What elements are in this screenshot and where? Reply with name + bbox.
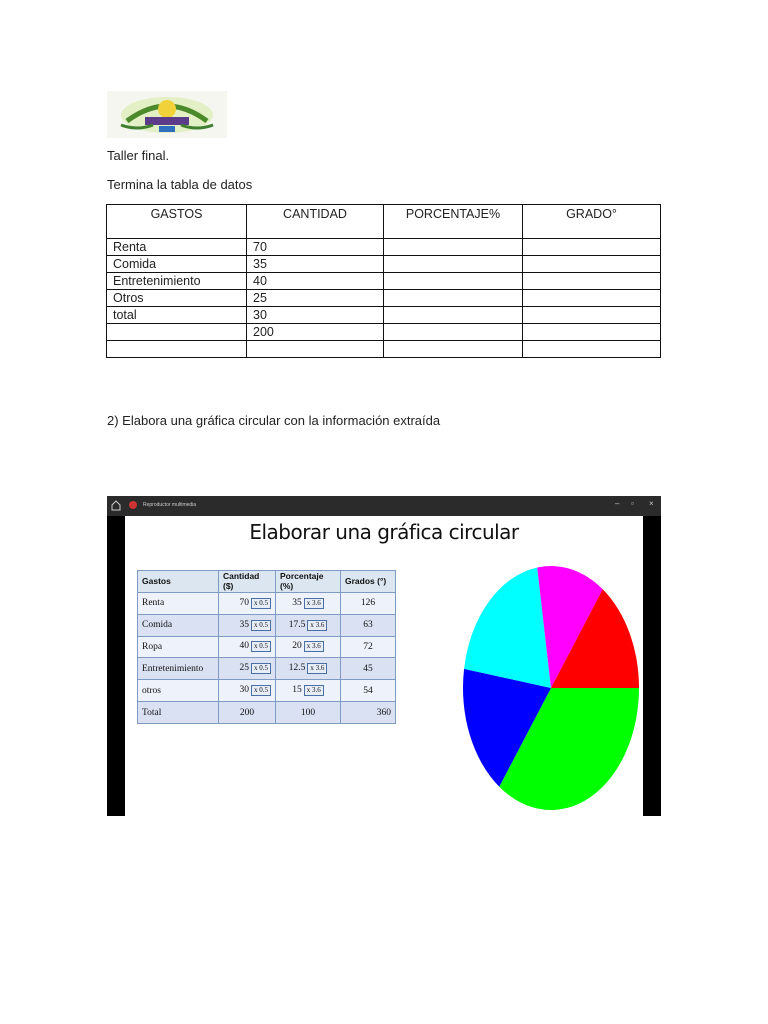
multiplier-tag: x 0.5 [251,641,271,652]
cell[interactable] [107,341,247,358]
cell: 200 [247,324,384,341]
cell: 200 [219,702,276,724]
table-row [138,658,396,680]
table-row-total [138,702,396,724]
table-row [107,290,661,307]
cell[interactable] [523,273,661,290]
cell: Entretenimiento [138,658,219,680]
cell: 126 [341,592,396,614]
cell[interactable] [384,239,523,256]
cell: Renta [107,239,247,256]
pie-slice-ropa [464,568,551,688]
data-table [106,204,661,358]
table-row [138,680,396,702]
embedded-video-screenshot [107,496,661,816]
cell: 25 [247,290,384,307]
multiplier-tag: x 0.5 [251,685,271,696]
cell [276,658,341,680]
cell[interactable] [523,324,661,341]
table-row [107,324,661,341]
cell [107,324,247,341]
cell: Comida [107,256,247,273]
cell: 40 [247,273,384,290]
cell[interactable] [384,324,523,341]
cell: Renta [138,592,219,614]
cell: Comida [138,614,219,636]
table-row [107,239,661,256]
slide-table [137,570,396,724]
multiplier-tag: x 0.5 [251,620,271,631]
slide-content [125,516,643,816]
cell [276,592,341,614]
media-player-titlebar [107,496,661,516]
col-header-porcentaje: PORCENTAJE% [384,205,523,239]
cell[interactable] [523,307,661,324]
cell-value: 12.5 [288,663,306,674]
slide-header-grados: Grados (°) [341,571,396,593]
table-row [107,256,661,273]
cell [219,592,276,614]
col-header-cantidad: CANTIDAD [247,205,384,239]
table-row [138,614,396,636]
cell[interactable] [523,341,661,358]
cell[interactable] [384,307,523,324]
table-row [107,307,661,324]
cell-value: 20 [292,641,302,652]
cell[interactable] [247,341,384,358]
worksheet-instruction: Termina la tabla de datos [107,177,253,192]
pie-chart [463,564,643,814]
cell: Otros [107,290,247,307]
multiplier-tag: x 0.5 [251,663,271,674]
cell: Entretenimiento [107,273,247,290]
multiplier-tag: x 3.6 [307,620,327,631]
cell: 72 [341,636,396,658]
worksheet-title: Taller final. [107,148,170,163]
multiplier-tag: x 3.6 [307,663,327,674]
close-icon[interactable]: × [649,499,654,508]
cell[interactable] [384,273,523,290]
cell-value: 15 [292,685,302,696]
cell[interactable] [523,239,661,256]
media-player-app-icon [129,501,137,509]
cell: total [107,307,247,324]
cell: Total [138,702,219,724]
slide-header-gastos: Gastos [138,571,219,593]
cell [219,658,276,680]
cell: 70 [247,239,384,256]
col-header-gastos: GASTOS [107,205,247,239]
minimize-icon[interactable]: – [615,499,620,508]
cell: otros [138,680,219,702]
table-row [107,341,661,358]
cell[interactable] [384,256,523,273]
cell[interactable] [523,256,661,273]
restore-icon[interactable]: ▫ [631,499,634,508]
cell-value: 35 [292,597,302,608]
cell-value: 17.5 [288,619,306,630]
multiplier-tag: x 3.6 [304,685,324,696]
cell: Ropa [138,636,219,658]
school-crest-icon [107,91,227,138]
slide-header-cantidad: Cantidad ($) [219,571,276,593]
cell-value: 35 [239,619,249,630]
table-row [107,273,661,290]
col-header-grado: GRADO° [523,205,661,239]
cell [276,680,341,702]
cell-value: 40 [239,641,249,652]
slide-header-porcentaje: Porcentaje (%) [276,571,341,593]
cell-value: 25 [239,663,249,674]
cell [276,614,341,636]
table-row [138,636,396,658]
multiplier-tag: x 3.6 [304,641,324,652]
cell: 35 [247,256,384,273]
cell: 100 [276,702,341,724]
cell: 360 [341,702,396,724]
question-2: 2) Elabora una gráfica circular con la información extraída [107,413,441,428]
cell-value: 70 [239,597,249,608]
slide-title: Elaborar una gráfica circular [249,520,519,544]
cell-value: 30 [239,685,249,696]
cell [276,636,341,658]
cell: 45 [341,658,396,680]
home-icon[interactable] [111,500,121,511]
cell: 63 [341,614,396,636]
cell: 54 [341,680,396,702]
table-row [138,592,396,614]
multiplier-tag: x 0.5 [251,598,271,609]
cell[interactable] [384,290,523,307]
cell [219,680,276,702]
cell: 30 [247,307,384,324]
cell [219,614,276,636]
cell [219,636,276,658]
multiplier-tag: x 3.6 [304,598,324,609]
cell[interactable] [384,341,523,358]
window-title: Reproductor multimedia [143,502,197,508]
cell[interactable] [523,290,661,307]
